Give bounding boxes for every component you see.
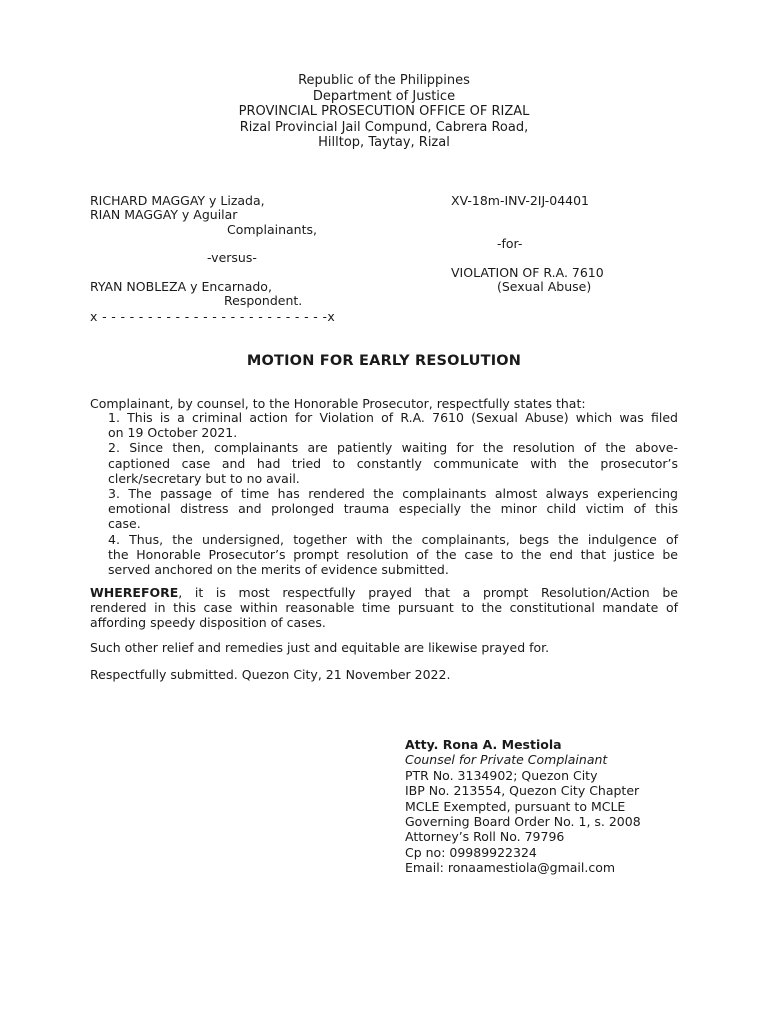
signature-board-order: Governing Board Order No. 1, s. 2008 [405, 814, 641, 830]
for-label: -for- [497, 236, 523, 251]
signature-mcle: MCLE Exempted, pursuant to MCLE [405, 798, 626, 814]
numbered-list [108, 410, 678, 577]
complainant-1: RICHARD MAGGAY y Lizada, [90, 193, 265, 208]
item-3-line-3: case. [108, 516, 141, 532]
signature-roll-no: Attorney’s Roll No. 79796 [405, 829, 565, 845]
item-1-line-1: 1. This is a criminal action for Violation of R.A. 7610 (Sexual Abuse) which was filed [108, 410, 678, 425]
wherefore-bold: WHEREFORE [90, 585, 179, 600]
signature-block [405, 737, 641, 876]
respondent-name: RYAN NOBLEZA y Encarnado, [90, 279, 272, 294]
item-2-line-2: captioned case and had tried to constantly communicate with the prosecutor’s [108, 455, 678, 471]
signature-email: Email: ronaamestiola@gmail.com [405, 860, 616, 876]
caption-separator: x - - - - - - - - - - - - - - - - - - - - - - - - -x [90, 309, 336, 324]
signature-ptr: PTR No. 3134902; Quezon City [405, 767, 598, 783]
item-4-line-1: 4. Thus, the undersigned, together with the complainants, begs the indulgence of [108, 531, 678, 547]
item-4-line-3: served anchored on the merits of evidence submitted. [108, 562, 449, 578]
wherefore-line-2: rendered in this case within reasonable time pursuant to the constitutional mandate of [90, 600, 678, 616]
signatory-name: Atty. Rona A. Mestiola [405, 737, 562, 752]
complainant-2: RIAN MAGGAY y Aguilar [90, 207, 238, 222]
header-location: Hilltop, Taytay, Rizal [318, 135, 450, 150]
item-2-line-3: clerk/secretary but to no avail. [108, 470, 300, 486]
wherefore-text-1: , it is most respectfully prayed that a prompt Resolution/Action be [178, 585, 678, 600]
header-republic: Republic of the Philippines [298, 73, 470, 88]
motion-title: MOTION FOR EARLY RESOLUTION [246, 353, 522, 369]
complainants-label: Complainants, [227, 222, 317, 237]
item-2-line-1: 2. Since then, complainants are patiently waiting for the resolution of the above- [108, 440, 678, 456]
signature-phone: Cp no: 09989922324 [405, 844, 537, 860]
header-department: Department of Justice [312, 88, 456, 104]
respondent-label: Respondent. [224, 293, 303, 308]
case-number: XV-18m-INV-2IJ-04401 [451, 193, 590, 208]
wherefore-line-1 [90, 585, 678, 600]
violation-label: VIOLATION OF R.A. 7610 [451, 265, 604, 280]
wherefore-paragraph [90, 585, 678, 631]
versus-label: -versus- [207, 250, 257, 265]
relief-paragraph: Such other relief and remedies just and equitable are likewise prayed for. [90, 640, 550, 655]
header-office: PROVINCIAL PROSECUTION OFFICE OF RIZAL [238, 104, 530, 119]
signature-ibp: IBP No. 213554, Quezon City Chapter [405, 783, 640, 799]
item-3-line-1: 3. The passage of time has rendered the complainants almost always experiencing [108, 486, 678, 502]
item-3-line-2: emotional distress and prolonged trauma especially the minor child victim of this [108, 501, 678, 517]
item-1-line-2: on 19 October 2021. [108, 425, 238, 441]
item-4-line-2: the Honorable Prosecutor’s prompt resolution of the case to the end that justice be [108, 546, 678, 562]
document-header [0, 73, 768, 151]
submitted-paragraph: Respectfully submitted. Quezon City, 21 November 2022. [90, 667, 451, 682]
signatory-role: Counsel for Private Complainant [405, 752, 608, 768]
header-address: Rizal Provincial Jail Compund, Cabrera Road, [239, 119, 529, 135]
wherefore-line-3: affording speedy disposition of cases. [90, 615, 326, 631]
violation-subtitle: (Sexual Abuse) [497, 279, 592, 294]
intro-paragraph: Complainant, by counsel, to the Honorable Prosecutor, respectfully states that: [90, 396, 586, 411]
